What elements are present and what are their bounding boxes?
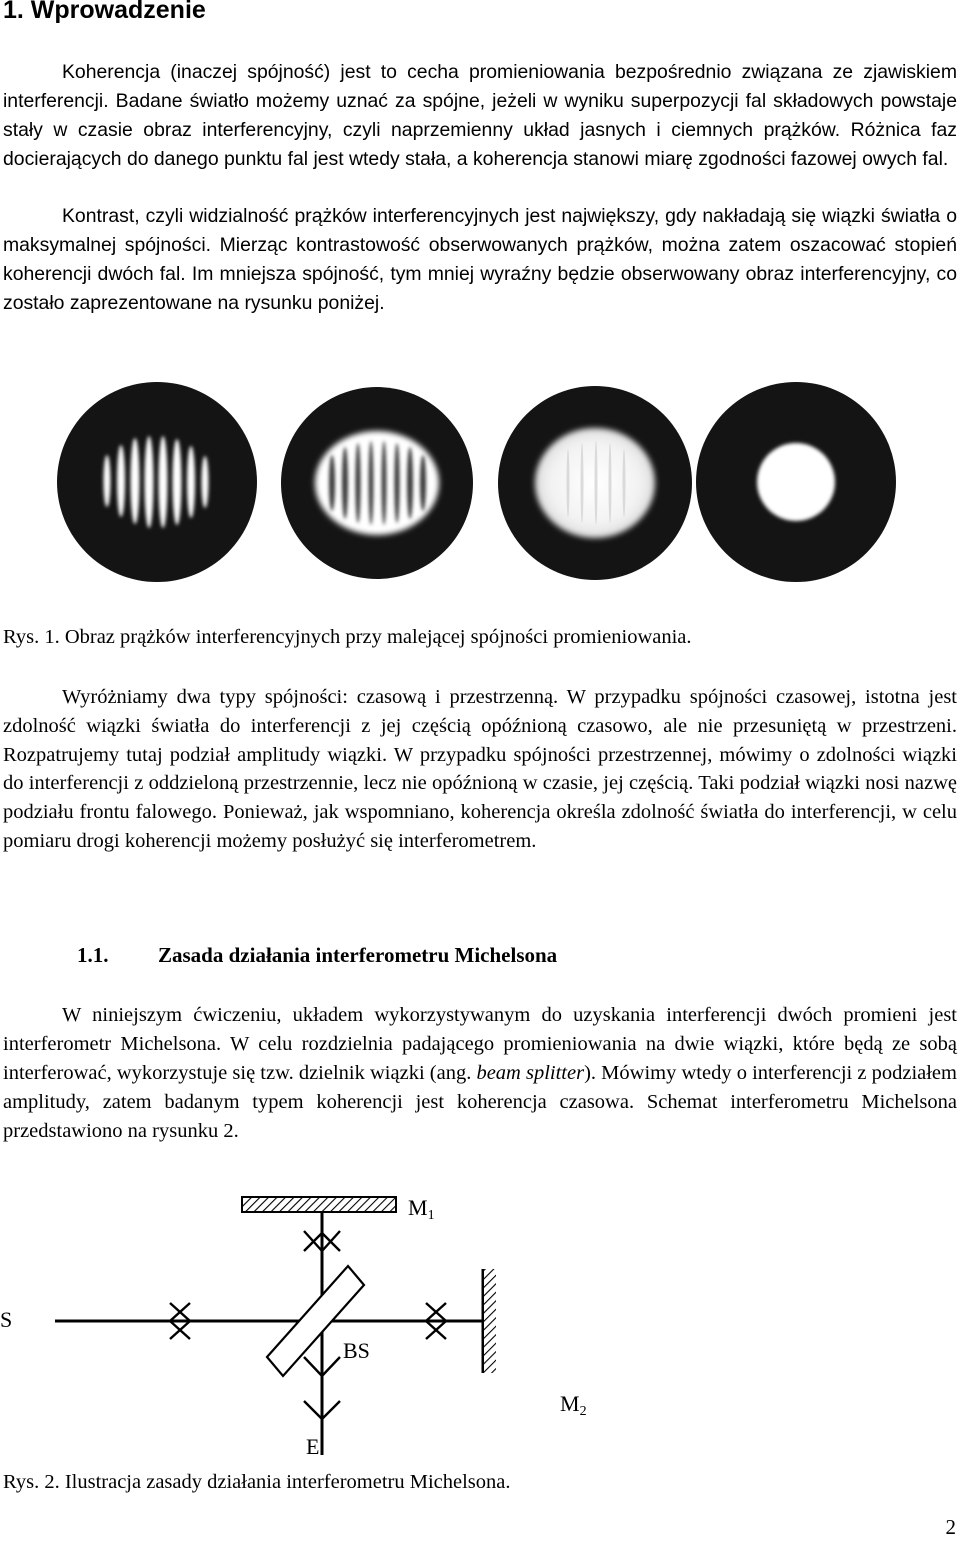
fringe-image-high-coherence [57,382,257,582]
section-number: 1.1. [77,943,109,967]
fringe-image-low-coherence [498,386,692,580]
section-title: Zasada działania interferometru Michelsona [158,943,558,967]
intro-paragraph-text: Koherencja (inaczej spójność) jest to cecha promieniowania bezpośrednio związana ze zjawiskiem interferencji. Badane światło możemy uznać za spójne, jeżeli w wyniku superpozycji fal składowych powstaje stały w czasie obraz interferencyjny, czyli naprzemienny układ jasnych i ciemnych prążków. Różnica faz docierających do danego punktu fal jest wtedy stała, a koherencja stanowi miarę zgodności fazowej owych fal. [3,61,957,170]
coherence-types-paragraph-text: Wyróżniamy dwa typy spójności: czasową i przestrzenną. W przypadku spójności czasowej, istotna jest zdolność wiązki światła do interferencji z jej częścią opóźnioną czasowo, ale nie przesuniętą w przestrzeni. Rozpatrujemy tutaj podział amplitudy wiązki. W przypadku spójności przestrzennej, mówimy o zdolności wiązki do interferencji z oddzieloną przestrzennie, lecz nie opóźnioną w czasie, jej częścią. Taki podział wiązki nosi nazwę podziału frontu falowego. Ponieważ, jak wspomniano, koherencja określa zdolność światła do interferencji, w celu pomiaru drogi koherencji możemy posłużyć się interferometrem. [3,686,957,852]
fringe-image-incoherent [696,382,896,582]
beam-paths [55,1212,483,1455]
figure1-caption: Rys. 1. Obraz prążków interferencyjnych przy malejącej spójności promieniowania. [3,626,692,648]
intro-paragraph [3,58,957,174]
michelson-paragraph [3,1001,957,1146]
fringe-image-medium-coherence [281,387,473,579]
label-exit: E [306,1434,320,1459]
section-heading [77,943,557,968]
mirror-m2 [483,1269,496,1373]
figure2-caption: Rys. 2. Ilustracja zasady działania interferometru Michelsona. [3,1471,511,1493]
chapter-heading: 1. Wprowadzenie [3,0,206,24]
mirror-m1 [242,1197,396,1212]
label-m1: M1 [408,1195,435,1223]
page-number: 2 [945,1515,956,1539]
contrast-paragraph-text: Kontrast, czyli widzialność prążków interferencyjnych jest największy, gdy nakładają się wiązki światła o maksymalnej spójności. Mierząc kontrastowość obserwowanych prążków, można zatem oszacować stopień koherencji dwóch fal. Im mniejsza spójność, tym mniej wyraźny będzie obserwowany obraz interferencyjny, co zostało zaprezentowane na rysunku poniżej. [3,205,957,314]
label-beam-splitter: BS [343,1338,370,1363]
label-m2: M2 [560,1391,587,1419]
coherence-types-paragraph [3,683,957,856]
label-source: S [0,1307,13,1332]
michelson-paragraph-text: W niniejszym ćwiczeniu, układem wykorzystywanym do uzyskania interferencji dwóch promieni jest interferometr Michelsona. W celu rozdzielnia padającego promieniowania na dwie wiązki, które będą ze sobą interferować, wykorzystuje się tzw. dzielnik wiązki (ang. [3,1004,957,1084]
fringe-images-figure [50,378,910,588]
michelson-paragraph-text-end: ). Mówimy wtedy o interferencji z podziałem amplitudy, zatem badanym typem koherencji jest koherencja czasowa. Schemat interferometru Michelsona przedstawiono na rysunku 2. [3,1062,957,1142]
contrast-paragraph [3,202,957,318]
beam-splitter-term: beam splitter [476,1062,585,1084]
michelson-diagram [0,1185,960,1475]
